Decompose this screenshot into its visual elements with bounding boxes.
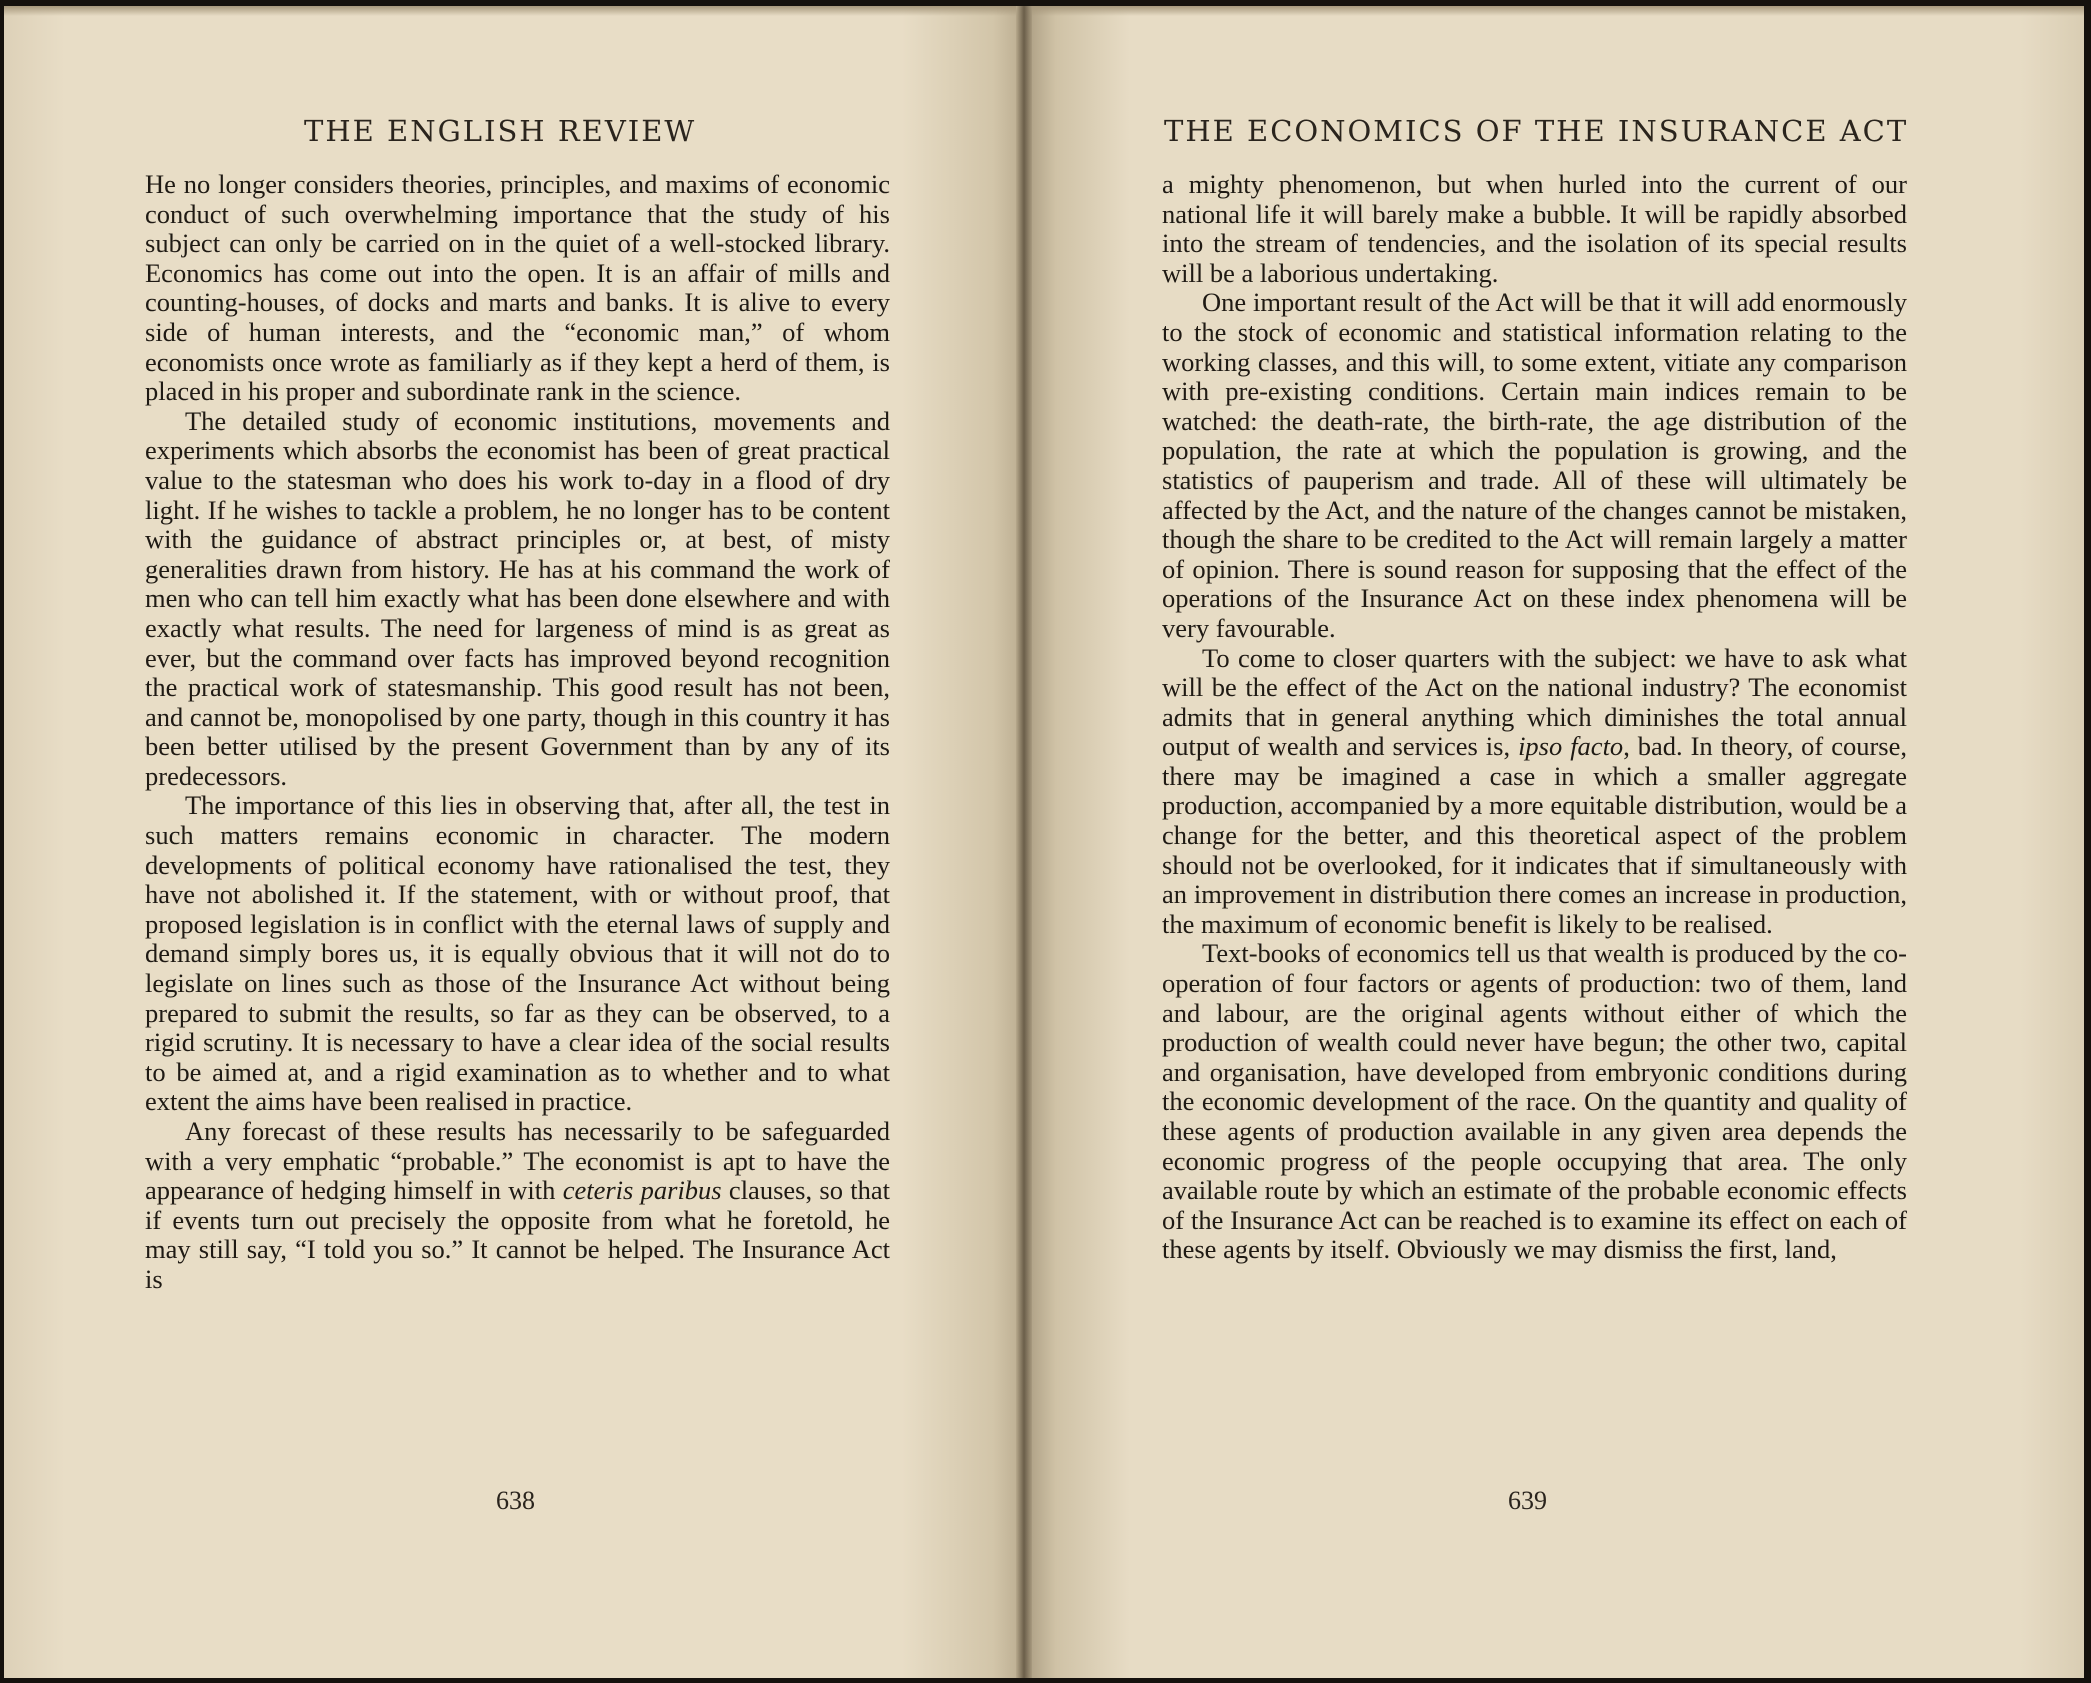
- text-segment: clauses, so that if events turn out precisely the opposite from what he foretold, he may still say, “I told you so.” It cannot be helped. The Insurance Act is: [145, 1175, 891, 1294]
- text-segment: Any forecast of these results has necessarily to be safeguarded with a very emphatic “probable.” The economist is apt to have the appearance of hedging himself in with: [145, 1116, 890, 1206]
- paragraph: [145, 407, 890, 792]
- text-segment: , bad. In theory, of course, there may be imagined a case in which a smaller aggregate production, accompanied by a more equitable distribution, would be a change for the better, and this theoretical aspect of the problem should not be overlooked, for it indicates that if simultaneously with an improvement in distribution there comes an increase in production, the maximum of economic benefit is likely to be realised.: [1162, 731, 1907, 939]
- italic-phrase: ipso facto: [1518, 731, 1624, 762]
- right-page: [1024, 6, 2084, 1678]
- page-edge-shadow: [1024, 6, 2084, 16]
- paragraph: [1162, 644, 1907, 940]
- left-body-text: [145, 170, 890, 1295]
- italic-phrase: ceteris paribus: [562, 1175, 722, 1206]
- paragraph: [145, 170, 890, 407]
- text-segment: One important result of the Act will be that it will add enormously to the stock of economic and statistical information relating to the working classes, and this will, to some extent, vitiate any comparison with pre-existing conditions. Certain main indices remain to be watched: the death-rate, the birth-rate, the age distribution of the population, the rate at which the population is growing, and the statistics of pauperism and trade. All of these will ultimately be affected by the Act, and the nature of the changes cannot be mistaken, though the share to be credited to the Act will remain largely a matter of opinion. There is sound reason for supposing that the effect of the operations of the Insurance Act on these index phenomena will be very favourable.: [1162, 287, 1907, 643]
- right-running-head: THE ECONOMICS OF THE INSURANCE ACT: [1164, 114, 1909, 148]
- text-segment: a mighty phenomenon, but when hurled into the current of our national life it will barely make a bubble. It will be rapidly absorbed into the stream of tendencies, and the isolation of its special results will be a laborious undertaking.: [1162, 169, 1907, 288]
- text-segment: He no longer considers theories, principles, and maxims of economic conduct of such overwhelming importance that the study of his subject can only be carried on in the quiet of a well-stocked library. Economics has come out into the open. It is an affair of mills and counting-houses, of docks and marts and banks. It is alive to every side of human interests, and the “economic man,” of whom economists once wrote as familiarly as if they kept a herd of them, is placed in his proper and subordinate rank in the science.: [145, 169, 890, 407]
- paragraph: [1162, 170, 1907, 288]
- left-page-number: 638: [496, 1486, 535, 1515]
- right-page-number: 639: [1508, 1486, 1547, 1515]
- text-segment: The detailed study of economic institutions, movements and experiments which absorbs the economist has been of great practical value to the statesman who does his work to-day in a flood of dry light. If he wishes to tackle a problem, he no longer has to be content with the guidance of abstract principles or, at best, of misty generalities drawn from history. He has at his command the work of men who can tell him exactly what has been done elsewhere and with exactly what results. The need for largeness of mind is as great as ever, but the command over facts has improved beyond recognition the practical work of statesmanship. This good result has not been, and cannot be, monopolised by one party, though in this country it has been better utilised by the present Government than by any of its predecessors.: [145, 405, 890, 791]
- paragraph: [145, 1117, 890, 1295]
- paragraph: [1162, 939, 1907, 1265]
- paragraph: [145, 791, 890, 1117]
- right-body-text: [1162, 170, 1907, 1265]
- left-running-head: THE ENGLISH REVIEW: [304, 114, 697, 148]
- left-page: [4, 6, 1024, 1678]
- text-segment: To come to closer quarters with the subject: we have to ask what will be the effect of the Act on the national industry? The economist admits that in general anything which diminishes the total annual output of wealth and services is,: [1162, 642, 1907, 762]
- paragraph: [1162, 288, 1907, 643]
- text-segment: The importance of this lies in observing that, after all, the test in such matters remains economic in character. The modern developments of political economy have rationalised the test, they have not abolished it. If the statement, with or without proof, that proposed legislation is in conflict with the eternal laws of supply and demand simply bores us, it is equally obvious that it will not do to legislate on lines such as those of the Insurance Act without being prepared to submit the results, so far as they can be observed, to a rigid scrutiny. It is necessary to have a clear idea of the social results to be aimed at, and a rigid examination as to whether and to what extent the aims have been realised in practice.: [145, 790, 890, 1117]
- book-gutter: [1016, 6, 1032, 1678]
- text-segment: Text-books of economics tell us that wealth is produced by the co-operation of four factors or agents of production: two of them, land and labour, are the original agents without either of which the production of wealth could never have begun; the other two, capital and organisation, have developed from embryonic conditions during the economic development of the race. On the quantity and quality of these agents of production available in any given area depends the economic progress of the people occupying that area. The only available route by which an estimate of the probable economic effects of the Insurance Act can be reached is to examine its effect on each of these agents by itself. Obviously we may dismiss the first, land,: [1162, 938, 1907, 1265]
- page-edge-shadow: [4, 6, 1024, 16]
